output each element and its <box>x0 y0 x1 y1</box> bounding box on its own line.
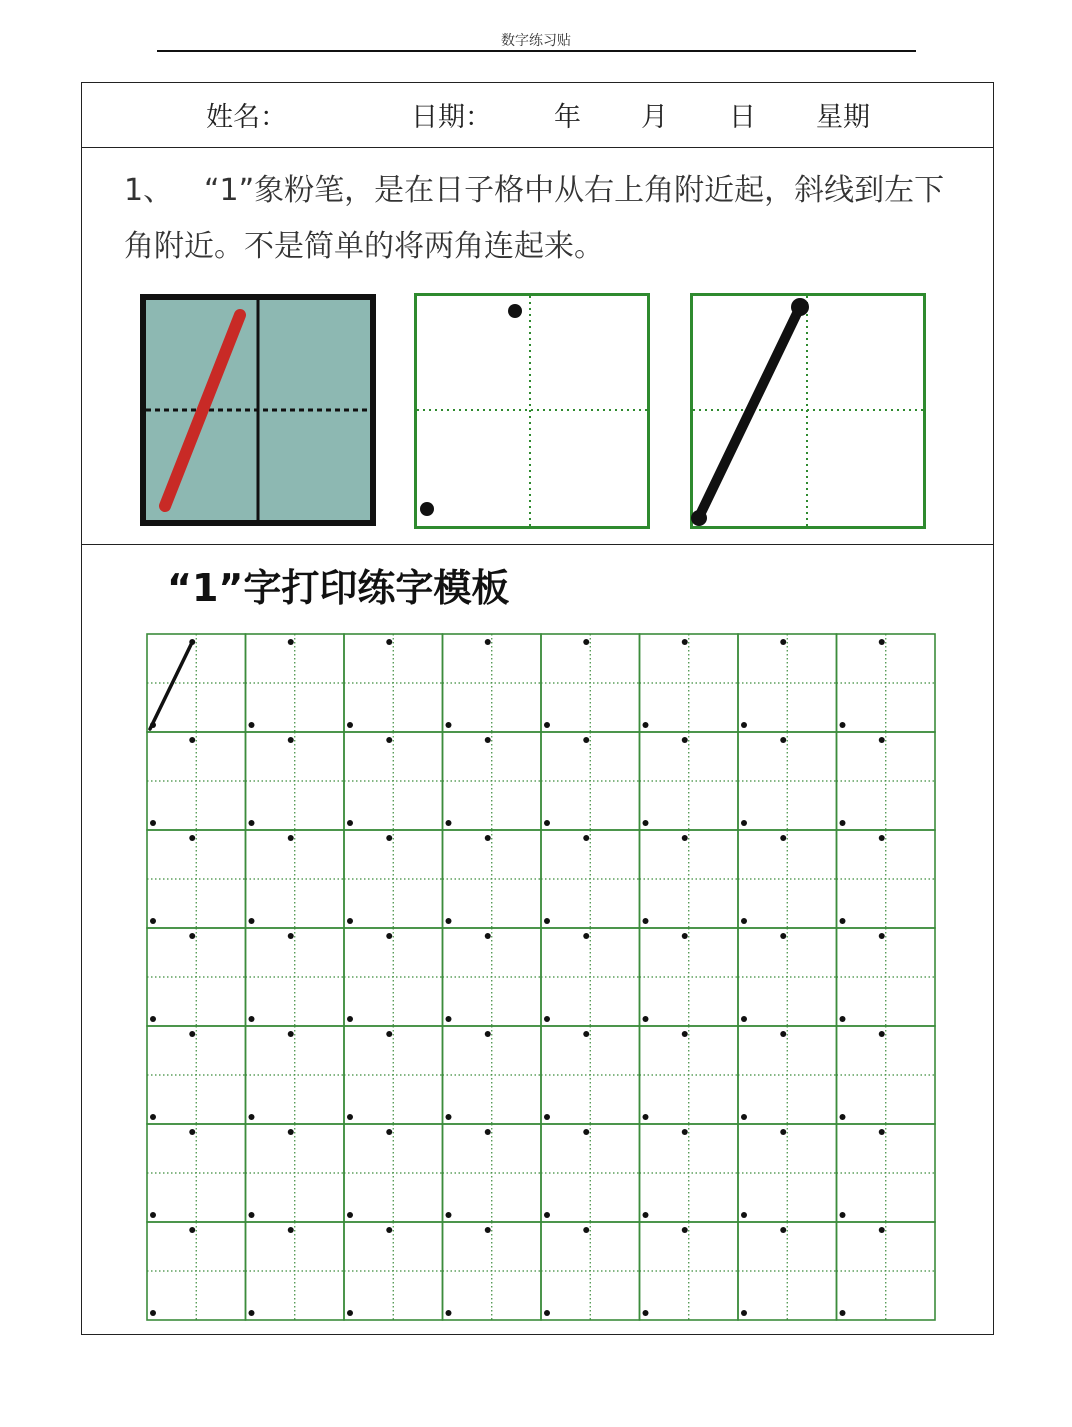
practice-end-dot <box>150 1212 156 1218</box>
practice-start-dot <box>879 1031 885 1037</box>
practice-start-dot <box>780 1227 786 1233</box>
practice-title: “1”字打印练字模板 <box>167 566 510 610</box>
practice-end-dot <box>840 1212 846 1218</box>
practice-end-dot <box>446 918 452 924</box>
practice-start-dot <box>780 933 786 939</box>
demo-box-black <box>690 293 927 529</box>
practice-end-dot <box>643 820 649 826</box>
practice-start-dot <box>682 1227 688 1233</box>
practice-end-dot <box>150 1114 156 1120</box>
practice-end-dot <box>347 1310 353 1316</box>
practice-start-dot <box>682 933 688 939</box>
practice-start-dot <box>386 737 392 743</box>
practice-end-dot <box>347 820 353 826</box>
practice-start-dot <box>189 1129 195 1135</box>
practice-end-dot <box>840 1016 846 1022</box>
practice-end-dot <box>347 1114 353 1120</box>
practice-end-dot <box>347 1016 353 1022</box>
practice-end-dot <box>544 722 550 728</box>
practice-end-dot <box>840 918 846 924</box>
practice-end-dot <box>249 918 255 924</box>
practice-start-dot <box>780 1031 786 1037</box>
practice-grid <box>146 633 937 1323</box>
practice-end-dot <box>840 1310 846 1316</box>
header-rule <box>157 50 916 52</box>
practice-start-dot <box>485 1129 491 1135</box>
practice-start-dot <box>583 933 589 939</box>
practice-start-dot <box>189 1031 195 1037</box>
practice-start-dot <box>189 1227 195 1233</box>
practice-end-dot <box>249 722 255 728</box>
practice-end-dot <box>643 722 649 728</box>
practice-end-dot <box>446 820 452 826</box>
practice-start-dot <box>386 639 392 645</box>
practice-start-dot <box>682 1129 688 1135</box>
practice-start-dot <box>386 1227 392 1233</box>
practice-end-dot <box>643 1212 649 1218</box>
instruction-body: “1”象粉笔，是在日子格中从右上角附近起，斜线到左下角附近。不是简单的将两角连起来。 <box>124 173 945 264</box>
weekday-label: 星期 <box>816 102 870 133</box>
demo-end-dot <box>420 502 434 516</box>
month-label: 月 <box>641 102 668 133</box>
practice-end-dot <box>150 1016 156 1022</box>
practice-start-dot <box>780 737 786 743</box>
practice-start-dot <box>682 1031 688 1037</box>
practice-end-dot <box>249 1212 255 1218</box>
practice-end-dot <box>741 820 747 826</box>
practice-end-dot <box>347 722 353 728</box>
practice-end-dot <box>150 820 156 826</box>
practice-start-dot <box>386 1031 392 1037</box>
practice-start-dot <box>288 933 294 939</box>
demo-start-dot <box>508 304 522 318</box>
practice-end-dot <box>840 722 846 728</box>
practice-start-dot <box>386 1129 392 1135</box>
demo-box-teal <box>140 294 377 527</box>
practice-end-dot <box>643 918 649 924</box>
practice-start-dot <box>485 835 491 841</box>
practice-start-dot <box>879 933 885 939</box>
practice-end-dot <box>249 1310 255 1316</box>
practice-start-dot <box>288 835 294 841</box>
practice-start-dot <box>583 1129 589 1135</box>
year-label: 年 <box>554 102 581 133</box>
practice-end-dot <box>347 1212 353 1218</box>
demo-black-end-dot <box>691 510 707 526</box>
practice-start-dot <box>682 835 688 841</box>
practice-start-dot <box>879 639 885 645</box>
instruction-number: 1、 <box>124 173 174 208</box>
practice-start-dot <box>583 639 589 645</box>
practice-start-dot <box>682 737 688 743</box>
demo-black-start-dot <box>791 298 809 316</box>
practice-end-dot <box>643 1310 649 1316</box>
instruction-text <box>124 163 964 275</box>
practice-end-dot <box>544 1310 550 1316</box>
practice-end-dot <box>249 1114 255 1120</box>
practice-start-dot <box>583 1031 589 1037</box>
practice-start-dot <box>780 1129 786 1135</box>
practice-end-dot <box>840 1114 846 1120</box>
practice-start-dot <box>288 1129 294 1135</box>
practice-end-dot <box>741 1212 747 1218</box>
practice-start-dot <box>485 737 491 743</box>
practice-end-dot <box>544 1212 550 1218</box>
practice-end-dot <box>643 1016 649 1022</box>
day-label: 日 <box>729 102 756 133</box>
date-label: 日期： <box>411 102 492 133</box>
practice-end-dot <box>446 722 452 728</box>
practice-start-dot <box>189 737 195 743</box>
practice-start-dot <box>288 1227 294 1233</box>
practice-end-dot <box>544 1114 550 1120</box>
practice-end-dot <box>249 1016 255 1022</box>
practice-start-dot <box>879 835 885 841</box>
page-header-title: 数字练习贴 <box>501 33 571 49</box>
practice-start-dot <box>583 737 589 743</box>
practice-end-dot <box>347 918 353 924</box>
practice-start-dot <box>189 835 195 841</box>
practice-start-dot <box>682 639 688 645</box>
practice-start-dot <box>386 835 392 841</box>
divider-practice <box>82 544 993 545</box>
practice-start-dot <box>485 933 491 939</box>
practice-start-dot <box>583 835 589 841</box>
practice-start-dot <box>780 639 786 645</box>
practice-end-dot <box>446 1310 452 1316</box>
practice-end-dot <box>544 820 550 826</box>
practice-end-dot <box>741 1016 747 1022</box>
info-row <box>82 83 993 147</box>
practice-start-dot <box>879 1227 885 1233</box>
practice-end-dot <box>741 1114 747 1120</box>
practice-end-dot <box>741 1310 747 1316</box>
demo-box-dots <box>414 293 651 529</box>
name-label: 姓名： <box>206 102 287 133</box>
practice-end-dot <box>446 1212 452 1218</box>
worksheet <box>81 82 994 1335</box>
practice-end-dot <box>150 1310 156 1316</box>
divider-info <box>82 147 993 148</box>
practice-end-dot <box>544 1016 550 1022</box>
practice-start-dot <box>485 1227 491 1233</box>
practice-start-dot <box>780 835 786 841</box>
practice-start-dot <box>288 1031 294 1037</box>
practice-start-dot <box>288 639 294 645</box>
practice-end-dot <box>840 820 846 826</box>
practice-start-dot <box>879 1129 885 1135</box>
practice-start-dot <box>485 639 491 645</box>
practice-start-dot <box>583 1227 589 1233</box>
practice-end-dot <box>249 820 255 826</box>
practice-start-dot <box>879 737 885 743</box>
practice-start-dot <box>189 933 195 939</box>
practice-end-dot <box>741 918 747 924</box>
practice-end-dot <box>643 1114 649 1120</box>
practice-end-dot <box>446 1016 452 1022</box>
practice-end-dot <box>544 918 550 924</box>
practice-end-dot <box>741 722 747 728</box>
practice-start-dot <box>288 737 294 743</box>
practice-end-dot <box>446 1114 452 1120</box>
practice-start-dot <box>485 1031 491 1037</box>
practice-end-dot <box>150 918 156 924</box>
practice-sample-stroke <box>150 642 192 729</box>
practice-start-dot <box>386 933 392 939</box>
